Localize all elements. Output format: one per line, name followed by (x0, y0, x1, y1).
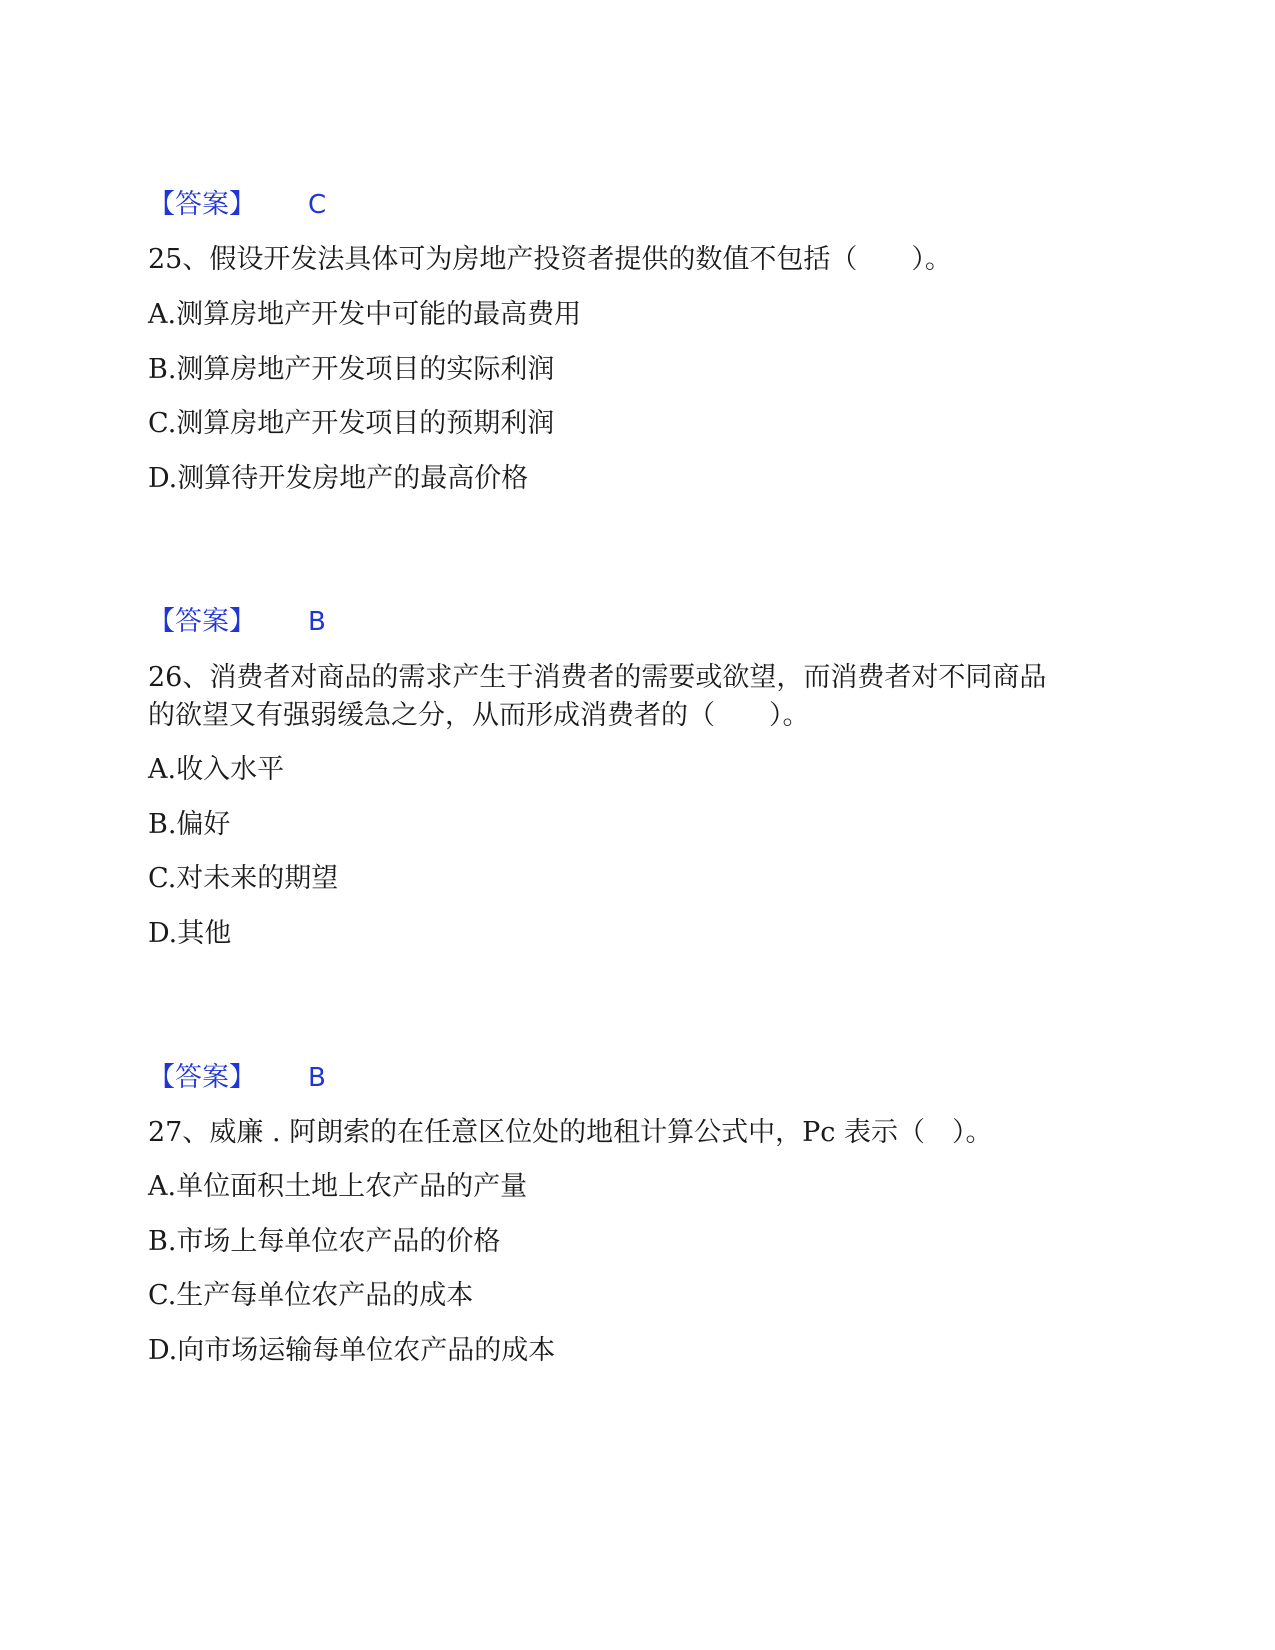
option-25-a: A.测算房地产开发中可能的最高费用 (148, 299, 582, 330)
option-25-c: C.测算房地产开发项目的预期利润 (148, 408, 555, 439)
answer-label: 【答案】 (148, 189, 256, 220)
option-27-a: A.单位面积土地上农产品的产量 (148, 1171, 528, 1202)
option-26-a: A.收入水平 (148, 754, 285, 785)
option-27-b: B.市场上每单位农产品的价格 (148, 1226, 501, 1257)
option-26-d: D.其他 (148, 918, 232, 949)
question-27: 27、威廉 . 阿朗索的在任意区位处的地租计算公式中，Pc 表示（ ）。 (148, 1117, 993, 1148)
answer-label: 【答案】 (148, 1062, 256, 1093)
answer-26 (148, 1060, 326, 1096)
option-26-c: C.对未来的期望 (148, 863, 339, 894)
option-25-d: D.测算待开发房地产的最高价格 (148, 463, 529, 494)
option-27-d: D.向市场运输每单位农产品的成本 (148, 1335, 556, 1366)
answer-24 (148, 187, 326, 223)
question-25: 25、假设开发法具体可为房地产投资者提供的数值不包括（ ）。 (148, 244, 952, 275)
answer-value: B (308, 1063, 326, 1093)
option-26-b: B.偏好 (148, 809, 231, 840)
question-26-line-1: 26、消费者对商品的需求产生于消费者的需要或欲望，而消费者对不同商品 (148, 662, 1047, 693)
answer-25 (148, 604, 326, 640)
question-26-line-2: 的欲望又有强弱缓急之分，从而形成消费者的（ ）。 (148, 700, 810, 731)
answer-value: C (308, 190, 327, 220)
option-27-c: C.生产每单位农产品的成本 (148, 1280, 474, 1311)
option-25-b: B.测算房地产开发项目的实际利润 (148, 354, 555, 385)
answer-label: 【答案】 (148, 606, 256, 637)
answer-value: B (308, 607, 326, 637)
